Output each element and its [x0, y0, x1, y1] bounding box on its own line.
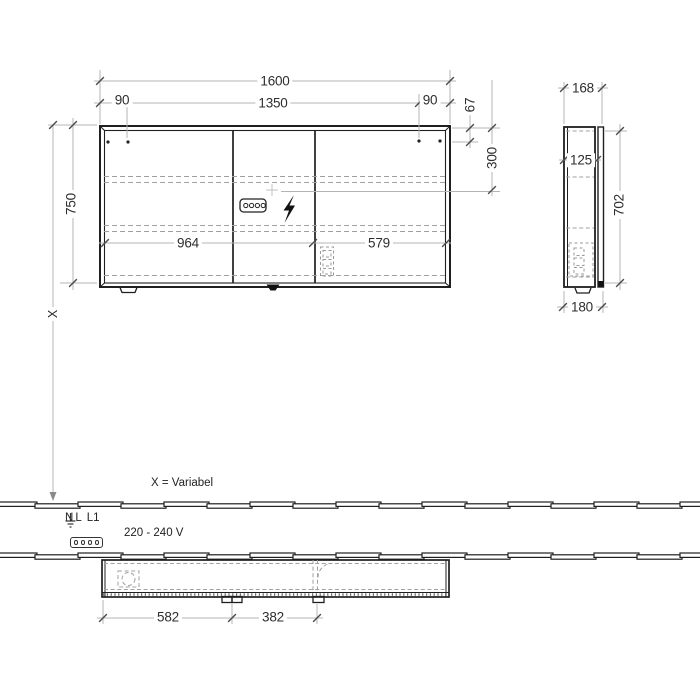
cabinet-inner-frame [105, 131, 446, 284]
dim-depth-top: 168 [569, 81, 597, 95]
junction-box-side [569, 243, 593, 276]
mounting-hole-dots [106, 139, 441, 143]
dim-socket-offset: 582 [154, 610, 182, 624]
power-connector-icon [70, 537, 103, 548]
plan-dashed-details [104, 560, 447, 592]
terminal-l1-label: L1 [86, 512, 100, 524]
ceiling-light-outline [118, 571, 139, 587]
dim-width-total: 1600 [257, 74, 292, 88]
variable-note: X = Variabel [151, 477, 214, 489]
earth-ground-icon [64, 513, 77, 529]
connector-pin [88, 540, 93, 545]
dim-top-to-mounting: 67 [463, 95, 477, 116]
wall-band-lower [0, 553, 700, 559]
variable-dim-label: X [47, 307, 60, 321]
door-bottom-nub [599, 281, 604, 287]
dim-top-to-socket: 300 [485, 144, 499, 172]
dim-left-door: 964 [174, 236, 202, 250]
dimension-lines [48, 70, 627, 624]
ceiling-light-circle [122, 573, 135, 586]
dim-right-door: 579 [365, 236, 393, 250]
dim-inner-depth: 125 [567, 153, 595, 167]
power-terminal-label [64, 513, 101, 525]
dim-offset-left: 90 [112, 93, 133, 107]
connector-pin [81, 540, 86, 545]
frame-corner-chamfers [100, 126, 450, 287]
dim-door-height: 702 [612, 191, 626, 219]
plan-outline [102, 560, 449, 597]
connector-pin [74, 540, 79, 545]
dimension-ticks [49, 77, 624, 622]
terminal-n-label: N [65, 512, 74, 524]
door-swing-arc [318, 564, 332, 578]
connector-pin [95, 540, 100, 545]
terminal-l-label: L [75, 512, 82, 524]
dim-mounting-span: 1350 [255, 96, 290, 110]
center-cross-mark [266, 184, 278, 196]
wall-bracket-left [120, 288, 137, 293]
cabinet-outline [100, 126, 450, 287]
dim-height: 750 [64, 190, 78, 218]
socket-icon [240, 199, 266, 212]
wall-band-upper [0, 502, 700, 508]
front-view-linework [100, 126, 500, 293]
junction-box-front [321, 247, 334, 276]
dim-depth-bottom: 180 [568, 300, 596, 314]
wall-bracket-side [575, 288, 591, 293]
plan-view-linework [102, 560, 449, 603]
side-door-panel [598, 127, 604, 287]
lightning-bolt-icon [284, 195, 296, 223]
variable-dim-arrowhead [50, 492, 57, 501]
dim-supply-offset: 382 [259, 610, 287, 624]
voltage-label: 220 - 240 V [124, 527, 184, 539]
dim-offset-right: 90 [420, 93, 441, 107]
